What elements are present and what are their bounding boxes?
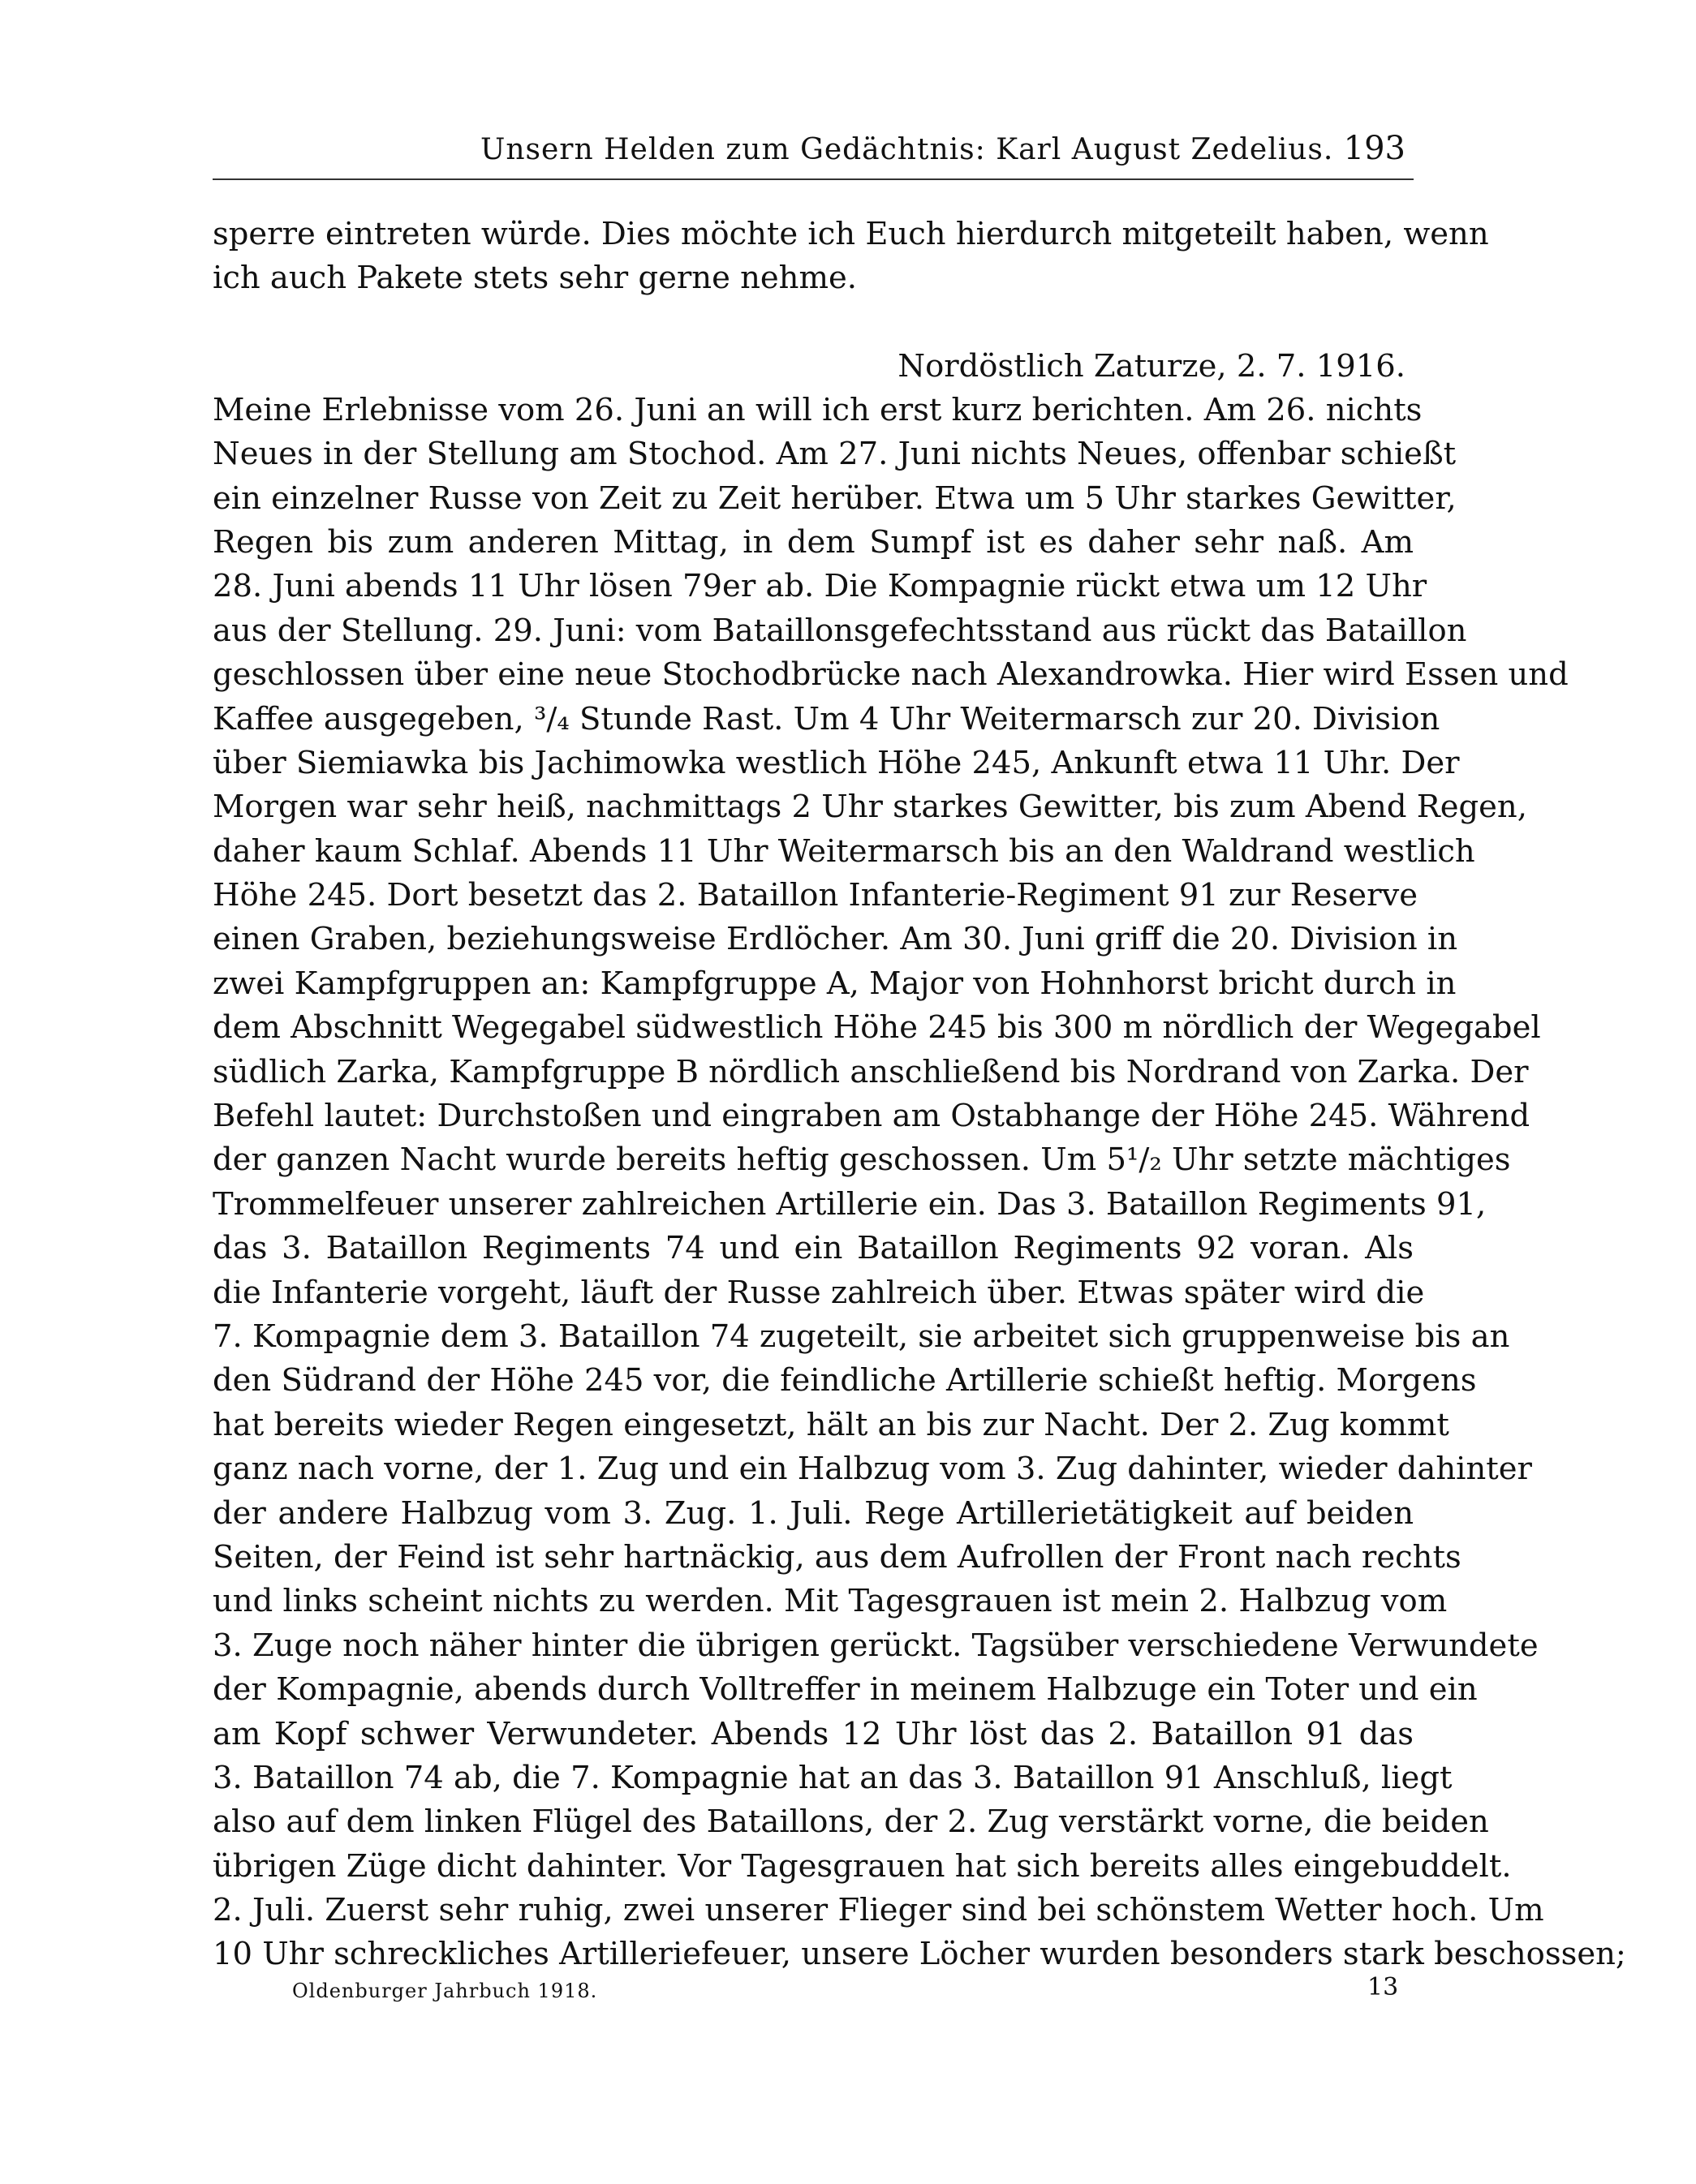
text-line: dem Abschnitt Wegegabel südwestlich Höhe 245 bis 300 m nördlich der Wegegabel: [213, 1009, 1541, 1047]
text-line: der andere Halbzug vom 3. Zug. 1. Juli. Rege Artillerietätigkeit auf beiden: [213, 1494, 1414, 1532]
footer-publication: Oldenburger Jahrbuch 1918.: [292, 1980, 598, 2002]
text-line: und links scheint nichts zu werden. Mit Tagesgrauen ist mein 2. Halbzug vom: [213, 1583, 1448, 1620]
text-line: hat bereits wieder Regen eingesetzt, hält an bis zur Nacht. Der 2. Zug kommt: [213, 1406, 1449, 1443]
footer-signature-mark: 13: [1367, 1973, 1399, 2001]
text-line: die Infanterie vorgeht, läuft der Russe zahlreich über. Etwas später wird die: [213, 1274, 1425, 1311]
text-line: der ganzen Nacht wurde bereits heftig geschossen. Um 5¹/₂ Uhr setzte mächtiges: [213, 1141, 1511, 1179]
text-line: übrigen Züge dicht dahinter. Vor Tagesgrauen hat sich bereits alles eingebuddelt.: [213, 1847, 1512, 1885]
text-line: der Kompagnie, abends durch Volltreffer in meinem Halbzuge ein Toter und ein: [213, 1671, 1478, 1709]
text-line: ganz nach vorne, der 1. Zug und ein Halbzug vom 3. Zug dahinter, wieder dahinter: [213, 1451, 1532, 1488]
text-line: Höhe 245. Dort besetzt das 2. Bataillon Infanterie-Regiment 91 zur Reserve: [213, 877, 1418, 914]
text-line: Seiten, der Feind ist sehr hartnäckig, aus dem Aufrollen der Front nach rechts: [213, 1538, 1461, 1576]
text-line: zwei Kampfgruppen an: Kampfgruppe A, Major von Hohnhorst bricht durch in: [213, 965, 1457, 1002]
text-line: geschlossen über eine neue Stochodbrücke nach Alexandrowka. Hier wird Essen und: [213, 656, 1569, 694]
text-line: über Siemiawka bis Jachimowka westlich Höhe 245, Ankunft etwa 11 Uhr. Der: [213, 744, 1460, 781]
text-line: das 3. Bataillon Regiments 74 und ein Bataillon Regiments 92 voran. Als: [213, 1230, 1414, 1267]
body-text: [213, 213, 1626, 1977]
running-header: [213, 130, 1414, 178]
text-line: 3. Zuge noch näher hinter die übrigen gerückt. Tagsüber verschiedene Verwundete: [213, 1627, 1539, 1664]
text-line: 7. Kompagnie dem 3. Bataillon 74 zugeteilt, sie arbeitet sich gruppenweise bis an: [213, 1318, 1510, 1355]
text-line: aus der Stellung. 29. Juni: vom Bataillonsgefechtsstand aus rückt das Bataillon: [213, 612, 1467, 649]
page-number: 193: [1343, 130, 1405, 167]
text-line: Kaffee ausgegeben, ³/₄ Stunde Rast. Um 4 Uhr Weitermarsch zur 20. Division: [213, 700, 1440, 737]
text-line: ich auch Pakete stets sehr gerne nehme.: [213, 260, 858, 297]
text-line: 2. Juli. Zuerst sehr ruhig, zwei unserer Flieger sind bei schönstem Wetter hoch. Um: [213, 1892, 1544, 1929]
text-line: also auf dem linken Flügel des Bataillons, der 2. Zug verstärkt vorne, die beiden: [213, 1804, 1489, 1841]
text-line: Morgen war sehr heiß, nachmittags 2 Uhr starkes Gewitter, bis zum Abend Regen,: [213, 789, 1527, 826]
text-line: Trommelfeuer unserer zahlreichen Artillerie ein. Das 3. Bataillon Regiments 91,: [213, 1185, 1487, 1223]
text-line: 3. Bataillon 74 ab, die 7. Kompagnie hat an das 3. Bataillon 91 Anschluß, liegt: [213, 1759, 1453, 1796]
running-header-title: Unsern Helden zum Gedächtnis: Karl August Zedelius.: [480, 133, 1334, 166]
text-line: 28. Juni abends 11 Uhr lösen 79er ab. Die Kompagnie rückt etwa um 12 Uhr: [213, 568, 1427, 605]
text-line: Meine Erlebnisse vom 26. Juni an will ich erst kurz berichten. Am 26. nichts: [213, 391, 1423, 428]
text-line: Regen bis zum anderen Mittag, in dem Sumpf ist es daher sehr naß. Am: [213, 523, 1414, 561]
text-line: 10 Uhr schreckliches Artilleriefeuer, unsere Löcher wurden besonders stark beschossen;: [213, 1936, 1626, 1973]
text-line: einen Graben, beziehungsweise Erdlöcher. Am 30. Juni griff die 20. Division in: [213, 921, 1458, 958]
text-line: am Kopf schwer Verwundeter. Abends 12 Uhr löst das 2. Bataillon 91 das: [213, 1715, 1414, 1752]
letter-dateline: Nordöstlich Zaturze, 2. 7. 1916.: [898, 347, 1405, 385]
header-rule: [213, 178, 1414, 180]
text-line: daher kaum Schlaf. Abends 11 Uhr Weitermarsch bis an den Waldrand westlich: [213, 832, 1475, 870]
text-line: sperre eintreten würde. Dies möchte ich Euch hierdurch mitgeteilt haben, wenn: [213, 216, 1489, 252]
text-line: ein einzelner Russe von Zeit zu Zeit herüber. Etwa um 5 Uhr starkes Gewitter,: [213, 479, 1457, 517]
text-line: Befehl lautet: Durchstoßen und eingraben am Ostabhange der Höhe 245. Während: [213, 1098, 1530, 1135]
text-line: südlich Zarka, Kampfgruppe B nördlich anschließend bis Nordrand von Zarka. Der: [213, 1053, 1529, 1090]
page-footer: [292, 1973, 1412, 2012]
text-line: Neues in der Stellung am Stochod. Am 27. Juni nichts Neues, offenbar schießt: [213, 436, 1457, 473]
text-line: den Südrand der Höhe 245 vor, die feindliche Artillerie schießt heftig. Morgens: [213, 1362, 1477, 1399]
paragraph-spacer: [213, 301, 1414, 345]
